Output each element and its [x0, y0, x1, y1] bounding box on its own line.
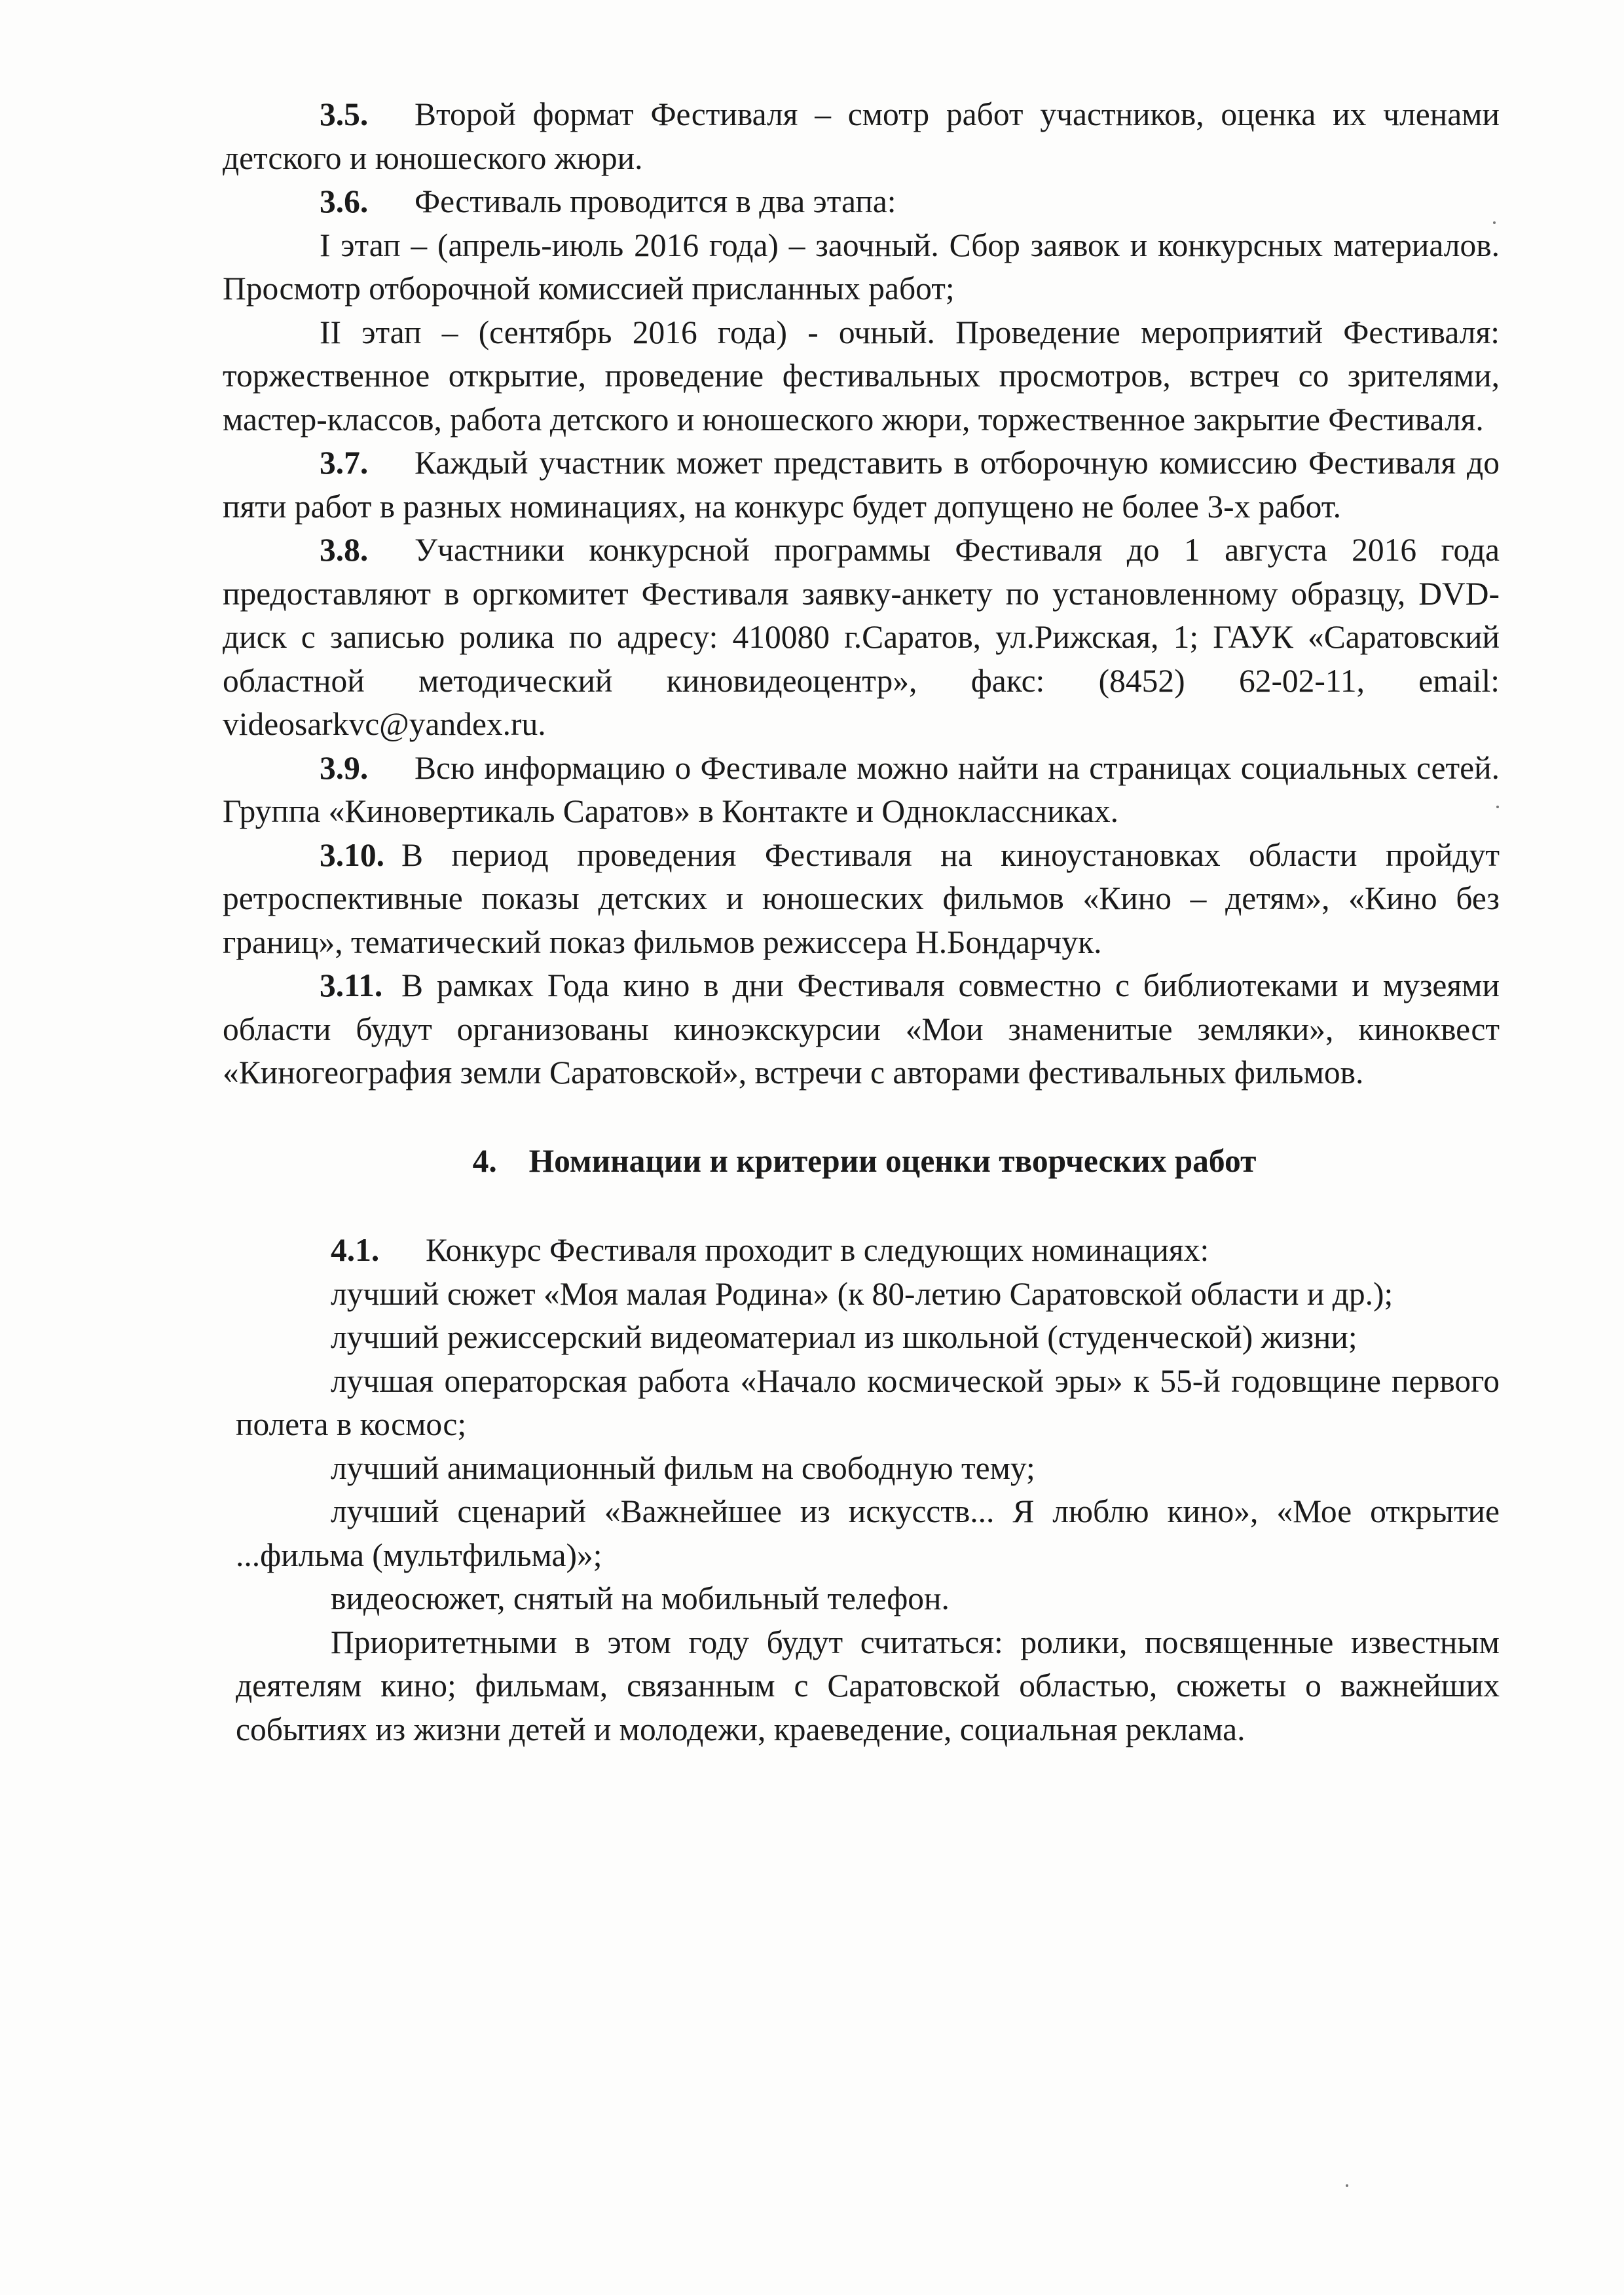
clause-text: Каждый участник может представить в отборочную комиссию Фестиваля до пяти работ в разных номинациях, на конкурс будет допущено не более 3-х работ. — [223, 445, 1500, 525]
clause-number: 3.10. — [320, 836, 384, 873]
scan-speck — [1496, 806, 1499, 808]
stage-1-text: I этап – (апрель-июль 2016 года) – заочный. Сбор заявок и конкурсных материалов. Просмотр отборочной комиссией присланных работ; — [223, 227, 1500, 307]
paragraph-3-5 — [223, 93, 1500, 180]
clause-number: 4.1. — [331, 1232, 380, 1268]
nomination-item: лучшая операторская работа «Начало космической эры» к 55-й годовщине первого полета в космос; — [236, 1362, 1500, 1442]
paragraph-3-11 — [223, 964, 1500, 1095]
paragraph-3-7 — [223, 441, 1500, 529]
clause-number: 3.7. — [320, 445, 369, 481]
nomination-item: лучший сюжет «Моя малая Родина» (к 80-летию Саратовской области и др.); — [331, 1275, 1393, 1312]
clause-number: 3.6. — [320, 183, 369, 219]
nomination-item: лучший режиссерский видеоматериал из школьной (студенческой) жизни; — [331, 1319, 1357, 1355]
paragraph-4-1 — [236, 1229, 1500, 1273]
document-page — [223, 93, 1500, 1751]
nomination-item: лучший сценарий «Важнейшее из искусств... Я люблю кино», «Мое открытие ...фильма (мультфильма)»; — [236, 1493, 1500, 1573]
paragraph-3-8 — [223, 529, 1500, 747]
clause-text: Всю информацию о Фестивале можно найти на страницах социальных сетей. Группа «Киновертикаль Саратов» в Контакте и Одноклассниках. — [223, 749, 1500, 829]
section-4-body — [223, 1229, 1500, 1751]
clause-number: 3.9. — [320, 749, 369, 786]
clause-text: В период проведения Фестиваля на киноустановках области пройдут ретроспективные показы детских и юношеских фильмов «Кино – детям», «Кино без границ», тематический показ фильмов режиссера Н.Бондарчук. — [223, 836, 1500, 960]
clause-text: Конкурс Фестиваля проходит в следующих номинациях: — [426, 1232, 1209, 1268]
clause-text: Второй формат Фестиваля – смотр работ участников, оценка их членами детского и юношеского жюри. — [223, 96, 1500, 176]
scan-speck — [1346, 2184, 1348, 2187]
section-number: 4. — [472, 1142, 497, 1179]
clause-number: 3.11. — [320, 967, 383, 1003]
scan-speck — [1493, 221, 1496, 224]
stage-2-text: II этап – (сентябрь 2016 года) - очный. Проведение мероприятий Фестиваля: торжественное открытие, проведение фестивальных просмотров, встреч со зрителями, мастер-классов, работа детского и юношеского жюри, торжественное закрытие Фестиваля. — [223, 314, 1500, 438]
clause-text: В рамках Года кино в дни Фестиваля совместно с библиотеками и музеями области будут организованы киноэкскурсии «Мои знаменитые земляки», киноквест «Киногеография земли Саратовской», встречи с авторами фестивальных фильмов. — [223, 967, 1500, 1091]
section-heading — [223, 1140, 1500, 1184]
nomination-item: лучший анимационный фильм на свободную тему; — [331, 1449, 1035, 1486]
priority-paragraph: Приоритетными в этом году будут считаться: ролики, посвященные известным деятелям кино; фильмам, связанным с Саратовской областью, сюжеты о важнейших событиях из жизни детей и молодежи, краеведение, социальная реклама. — [236, 1624, 1500, 1747]
clause-text: Фестиваль проводится в два этапа: — [415, 183, 896, 219]
clause-number: 3.8. — [320, 532, 369, 568]
nomination-item: видеосюжет, снятый на мобильный телефон. — [331, 1580, 950, 1616]
paragraph-3-6 — [223, 180, 1500, 224]
clause-text: Участники конкурсной программы Фестиваля до 1 августа 2016 года предоставляют в оргкомитет Фестиваля заявку-анкету по установленному образцу, DVD-диск с записью ролика по адресу: 410080 г.Саратов, ул.Рижская, 1; ГАУК «Саратовский областной методический киновидеоцентр», факс: (8452) 62-02-11, email: videosarkvc@yandex.ru. — [223, 532, 1500, 742]
section-title: Номинации и критерии оценки творческих работ — [528, 1142, 1257, 1179]
paragraph-3-10 — [223, 834, 1500, 965]
clause-number: 3.5. — [320, 96, 369, 132]
paragraph-3-9 — [223, 747, 1500, 834]
